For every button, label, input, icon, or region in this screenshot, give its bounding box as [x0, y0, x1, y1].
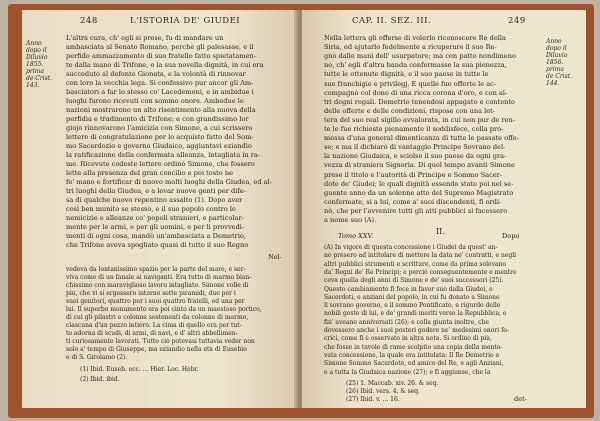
note-line: lui. Il superbo monumento era poi cinto da un maestoso portico,: [66, 306, 262, 313]
text-line: nò, che per l'avvenire tutti gli atti pubblici si facessero: [324, 206, 508, 215]
text-line: perfidia e tradimento di Trifone; e con grandissimo lor: [66, 115, 249, 123]
text-line: vezza di straniera Signoria. Di quel tempo avanti Simone: [324, 161, 515, 170]
left-margin-note: Anno dopo il Diluvio 1855. prima de Crist. 143.: [26, 40, 53, 89]
note-line: altri pubblici strumenti e scritture, come da prima solevano: [324, 260, 507, 268]
note-line: crici, come fì è osservato in altra nota. Si ordinò di più,: [324, 335, 492, 343]
text-line: tera del suo real sigillo avvalorata, in cui non pur de ren-: [324, 115, 515, 124]
text-line: Nella lettera gli offerse di volerlo riconoscere Re della: [324, 34, 506, 42]
right-margin-note: Anno dopo il Diluvio 1856. prima de Crist. 144.: [546, 38, 573, 87]
note-line: Questo cambiamento fì fece in favor suo dalla Giudei, e: [324, 285, 493, 293]
note-line: e di S. Girolamo (2).: [66, 354, 128, 361]
text-line: no, ch' egli d'altra banda confermasse la sua pienezza,: [324, 61, 507, 70]
note-line: ceva quella degli anni di Simone e de' suoi successori (25).: [324, 277, 504, 285]
note-line: fin' aveano anniversati (26); e colla giunta inoltre, che: [324, 318, 489, 326]
text-line: la ratificazione della confermata alleanza, intagliata in ra-: [66, 151, 261, 159]
note-line: Simone Sommo Sacerdote, ed amico del Re, e agli Anziani,: [324, 360, 504, 368]
right-catchword-bottom: det-: [514, 395, 528, 403]
right-page: [302, 10, 586, 408]
text-line: tri degni regali. Demetrio tenendosi appagato e contento: [324, 97, 515, 106]
right-catchword: Dopo: [502, 232, 520, 240]
text-line: mente per le armi, e per gli uomini, e per li provvedi-: [66, 223, 245, 231]
text-line: dote de' Giudei; le quali dignità essendo state poi nel se-: [324, 179, 514, 188]
left-running-head: L'ISTORIA DE' GIUDEI: [130, 16, 241, 26]
text-line: a nome suo (A).: [324, 216, 377, 224]
text-line: che Trifone aveva spogliato quasi di tutto il suo Regno: [66, 241, 249, 249]
note-line: chissimo con maraviglioso lavoro intagliato. Simone volle di: [66, 282, 249, 289]
text-line: se; e ma il dichiarò di vantaggio Principe Sovrano del-: [324, 143, 506, 152]
text-line: tri luoghi della Giudea, e a levar nuove genti per dife-: [66, 187, 246, 195]
text-line: giojo rinnovarono l'amicizia con Simone, a cui scrissero: [66, 124, 253, 132]
right-running-head: CAP. II. SEZ. III.: [352, 16, 432, 26]
text-line: confermate, si a lui, come a' suoi discendenti, fì ordi-: [324, 197, 502, 206]
note-line: ciascuna d'un pezzo intiero. La cima di quello era per tut-: [66, 322, 242, 329]
note-line: che fosse in tavole di rame scolpito una copia della mento-: [324, 343, 503, 351]
note-line: da' Regni de' Re Principi; e perciò conseguentemente e mentre: [324, 268, 517, 276]
footnote-line: (27) Ibid. v. ... 16.: [346, 396, 400, 403]
footnote-line: (25) 1. Maccab. xiv. 26. & seq.: [346, 380, 439, 387]
note-line: suoi genitori, quattro per i suoi quattro fratelli, ed una per: [66, 298, 245, 305]
left-page-number: 248: [80, 16, 98, 26]
text-line: sue franchigie e privilegj. E quelle fue offerte le ac-: [324, 79, 497, 88]
right-signature: Tomo XXV.: [338, 232, 374, 240]
note-line: ti curiosamente lavorati. Tutto ciò potevasi tuttavia veder non: [66, 338, 255, 345]
note-line: vata concessione, la quale era intitolata: Il Re Demetrio a: [324, 351, 500, 359]
footnote-line: (2) Ibid. ibid.: [80, 376, 120, 383]
note-line: Sacerdoti, e anziani del popolo, in cui fu donato a Simone: [324, 293, 500, 301]
note-line: il sovrano governo, e il sommo Pontificato, e rigurdo delle: [324, 302, 501, 310]
text-line: gno dalle mani dell' usurpatore; ma con patto nondimeno: [324, 52, 516, 61]
text-line: fe' mano e fortificar di nuovo molti luoghi della Giudea, ed al-: [66, 178, 272, 186]
left-catchword: Nel-: [267, 253, 282, 261]
text-line: messa d'una general dimenticanza di tutte le passate offe-: [324, 134, 519, 143]
note-line: to adorna di scudi, di armi, di navi, e d' altri abbellimen-: [66, 330, 238, 337]
text-line: sa di qualche nuovo repentino assalto (1). Dopo aver: [66, 196, 243, 204]
note-line: solo a' tempo di Giuseppe, ma eziandio nella età di Eusebio: [66, 346, 247, 353]
text-line: la nazione Giudaica, e sciolse il suo paese da ogni gra-: [324, 152, 507, 161]
text-line: menti di ogni cosa, mandò un'ambasciata a Demetrio,: [66, 232, 246, 240]
text-line: delle offerte e delle condizioni, rispose con una let-: [324, 106, 496, 115]
text-line: perfido ammazzamento di suo fratello fatto spietatamen-: [66, 52, 256, 60]
text-line: lettere di congratulazione per lo acquisto fatto del Som-: [66, 133, 254, 141]
text-line: compagnò col dono di una ricca corona d'oro, e con al-: [324, 88, 508, 97]
note-line: più, che vi si ergessero intorno sette piramidi, due per i: [66, 290, 236, 297]
text-line: mo Sacerdozio e governo Giudaico, aggiuntavi eziandio: [66, 142, 252, 150]
text-line: nazioni mostrarono un alto risentimento alla nuova della: [66, 106, 256, 114]
text-line: me. Ricevute codeste lettere ordinò Simone, che fossero: [66, 160, 255, 168]
note-line: dovessero anche i suoi posteri godere ne' medesimi onori fo-: [324, 327, 509, 334]
right-page-number: 249: [508, 16, 526, 26]
text-line: nemicizie e alleanze co' popoli stranieri, e particolar-: [66, 214, 244, 222]
text-line: tutte le ottenute dignità, e il suo paese in tutte le: [324, 70, 489, 79]
note-line: no presero ad intitolare di mettere la data ne' contratti, e negli: [324, 252, 517, 260]
footnote-line: (1) Ibid. Euseb. ecc. ... Hier. Loc. Hebr.: [80, 366, 199, 373]
right-section-numeral: II.: [436, 228, 445, 236]
note-line: nobili geste di lui, e de' grandi meriti verso la Repubblica, e: [324, 310, 507, 318]
note-line: viva come di un fanale ai naviganti. Era tutto di marmo bian-: [66, 274, 252, 281]
text-line: luoghi furono ricevuti con sommo onore. Ambedue le: [66, 97, 244, 105]
text-line: prese il titolo e l'autorità di Principe e Sommo Sacer-: [324, 170, 503, 179]
footnote-line: (26) Ibid. vers. 4. & seq.: [346, 388, 420, 395]
left-page: [22, 10, 298, 408]
text-line: te le fue richieste pienamente il soddisfece, colla pro-: [324, 125, 504, 133]
text-line: ambasciata al Senato Romano, perchè gli palesasse, e il: [66, 43, 254, 51]
text-line: lette alla presenza del gran concilio e poi tosto ne: [66, 169, 234, 177]
text-line: basciatori a far lo stesso co' Lacedemoni, e in ambidue i: [66, 88, 254, 96]
note-line: (A) In vigore di questa concessione i Giudei da quest' an-: [324, 244, 498, 251]
text-line: L'altra cura, ch' egli si prese, fu di mandare un: [66, 34, 224, 42]
text-line: con loro la vecchia lega. Si confessivo pur ancor gli Am-: [66, 79, 254, 87]
text-line: succeduto al defonto Gionata, e la volontà di rinnovar: [66, 70, 246, 78]
text-line: te dalla mano di Trifone, e la sua novella dignità, in cui era: [66, 61, 264, 69]
note-line: e a tutta la Giudaica nazione (27); e fì aggiunse, che la: [324, 368, 491, 376]
text-line: Siria, ed ajutarlo fedelmente a ricuperare il suo Re-: [324, 43, 497, 52]
text-line: così ben munito se stesso, e il suo popolo contro le: [66, 205, 236, 213]
note-line: di cui gli pilastri e colonne sostenenti da colonne di marmo,: [66, 314, 249, 321]
note-line: vedeva da lontanissimo spazio per la parte del mare, e ser-: [66, 266, 246, 273]
text-line: guente anno da un solenne atto del Supremo Magistrato: [324, 188, 514, 197]
